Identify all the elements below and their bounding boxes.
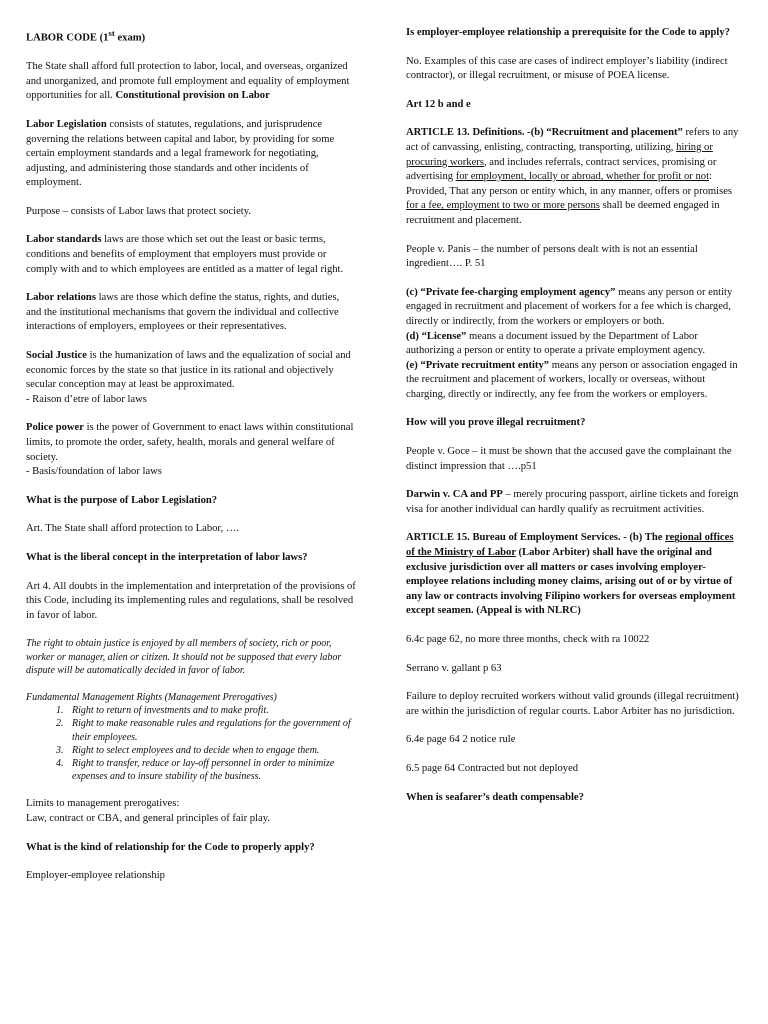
limits-title: Limits to management prerogatives:: [26, 798, 180, 810]
failure-to-deploy: Failure to deploy recruited workers without valid grounds (illegal recruitment) are within the jurisdiction of regular courts. Labor Arbiter has no jurisdiction.: [406, 691, 739, 717]
answer-prerequisite: No. Examples of this case are cases of indirect employer’s liability (indirect contractor), or illegal recruitment, or misuse of POEA license.: [406, 55, 728, 82]
definition-e: (e) “Private recruitment entity” means any person or association engaged in the recruitment and placement of workers, locally or overseas, without charging, directly or indirectly, any fee from the workers or employers.: [406, 359, 738, 400]
labor-legislation-definition: Labor Legislation consists of statutes, regulations, and jurisprudence governing the relations between capital and labor, by providing for some certain employment standards and a legal framework for negotiating, adjusting, and administering those standards and other incidents of employment.: [26, 118, 335, 189]
police-power-note: - Basis/foundation of labor laws: [26, 466, 162, 478]
purpose-line: Purpose – consists of Labor laws that protect society.: [26, 205, 251, 217]
note-6-4e: 6.4e page 64 2 notice rule: [406, 734, 516, 746]
people-v-panis: People v. Panis – the number of persons dealt with is not an essential ingredient…. P. 51: [406, 243, 698, 270]
question-purpose: What is the purpose of Labor Legislation?: [26, 494, 218, 506]
social-justice-definition: Social Justice is the humanization of laws and the equalization of social and economic forces by the state so that justice in its rational and objectively secular conception may at least be approximated.: [26, 350, 351, 391]
left-column: [26, 26, 356, 898]
note-6-5: 6.5 page 64 Contracted but not deployed: [406, 762, 579, 774]
article-13-definition: ARTICLE 13. Definitions. -(b) “Recruitment and placement” refers to any act of canvassing, enlisting, contracting, transporting, utilizing, hiring or procuring workers, and includes referrals, contract services, promising or advertising for employment, locally or abroad, whether for profit or not: Provided, That any person or entity which, in any manner, offers or promises for a fee, employment to two or more persons shall be deemed engaged in recruitment and placement.: [406, 127, 739, 226]
answer-relationship: Employer-employee relationship: [26, 870, 165, 882]
definition-d: (d) “License” means a document issued by the Department of Labor authorizing a person or entity to operate a private employment agency.: [406, 330, 706, 357]
justice-italic-note: The right to obtain justice is enjoyed by all members of society, rich or poor, worker or manager, alien or citizen. It should not be supposed that every labor dispute will be automatically decided in favor of labor.: [26, 638, 342, 676]
question-illegal-recruitment: How will you prove illegal recruitment?: [406, 417, 586, 429]
list-item: 2. Right to make reasonable rules and regulations for the government of their employees.: [66, 717, 356, 743]
police-power-definition: Police power is the power of Government to enact laws within constitutional limits, to promote the order, safety, health, morals and general welfare of society.: [26, 422, 354, 463]
answer-purpose: Art. The State shall afford protection to Labor, ….: [26, 523, 240, 535]
limits-text: Law, contract or CBA, and general principles of fair play.: [26, 812, 270, 824]
list-item: 3. Right to select employees and to decide when to engage them.: [66, 744, 356, 757]
note-6-4c: 6.4c page 62, no more three months, check with ra 10022: [406, 634, 650, 645]
darwin-v-ca: Darwin v. CA and PP – merely procuring passport, airline tickets and foreign visa for another individual can hardly qualify as recruitment activities.: [406, 489, 739, 515]
document-title: LABOR CODE (1st exam): [26, 28, 146, 44]
question-prerequisite: Is employer-employee relationship a prerequisite for the Code to apply?: [406, 27, 730, 38]
answer-liberal-concept: Art 4. All doubts in the implementation and interpretation of the provisions of this Code, including its implementing rules and regulations, shall be resolved in favor of labor.: [26, 580, 356, 621]
list-item: 1. Right to return of investments and to make profit.: [66, 704, 356, 717]
serrano-v-gallant: Serrano v. gallant p 63: [406, 662, 502, 674]
management-rights-list: [26, 704, 356, 783]
labor-relations-definition: Labor relations laws are those which define the status, rights, and duties, and the institutional mechanisms that govern the individual and collective interactions of employers, employees or their representatives.: [26, 292, 340, 333]
people-v-goce: People v. Goce – it must be shown that the accused gave the complainant the distinct impression that ….p51: [406, 446, 732, 472]
question-seafarer-death: When is seafarer’s death compensable?: [406, 791, 584, 803]
right-column: [406, 26, 742, 819]
article-15: ARTICLE 15. Bureau of Employment Services. - (b) The regional offices of the Ministry of Labor (Labor Arbiter) shall have the original and exclusive jurisdiction over all matters or cases involving employer-employee relations including money claims, arising out of or by virtue of any law or contracts involving Filipino workers for overseas employment except seamen. (Appeal is with NLRC): [406, 532, 736, 617]
art-12-heading: Art 12 b and e: [406, 98, 471, 110]
intro-paragraph: The State shall afford full protection to labor, local, and overseas, organized and unorganized, and promote full employment and equality of employment opportunities for all. Constitutional provision on Labor: [26, 61, 350, 102]
definition-c: (c) “Private fee-charging employment agency” means any person or entity engaged in recruitment and placement of workers for a fee which is charged, directly or indirectly, from the workers or employers or both.: [406, 286, 733, 327]
list-item: 4. Right to transfer, reduce or lay-off personnel in order to minimize expenses and to insure stability of the business.: [66, 757, 356, 783]
question-liberal-concept: What is the liberal concept in the interpretation of labor laws?: [26, 551, 308, 563]
management-rights-title: Fundamental Management Rights (Management Prerogatives): [26, 691, 277, 703]
social-justice-note: - Raison d’etre of labor laws: [26, 393, 147, 405]
labor-standards-definition: Labor standards laws are those which set out the least or basic terms, conditions and benefits of employment that employers must provide or comply with and to which employees are entitled as a matter of legal right.: [26, 234, 344, 275]
question-relationship: What is the kind of relationship for the Code to properly apply?: [26, 841, 315, 853]
